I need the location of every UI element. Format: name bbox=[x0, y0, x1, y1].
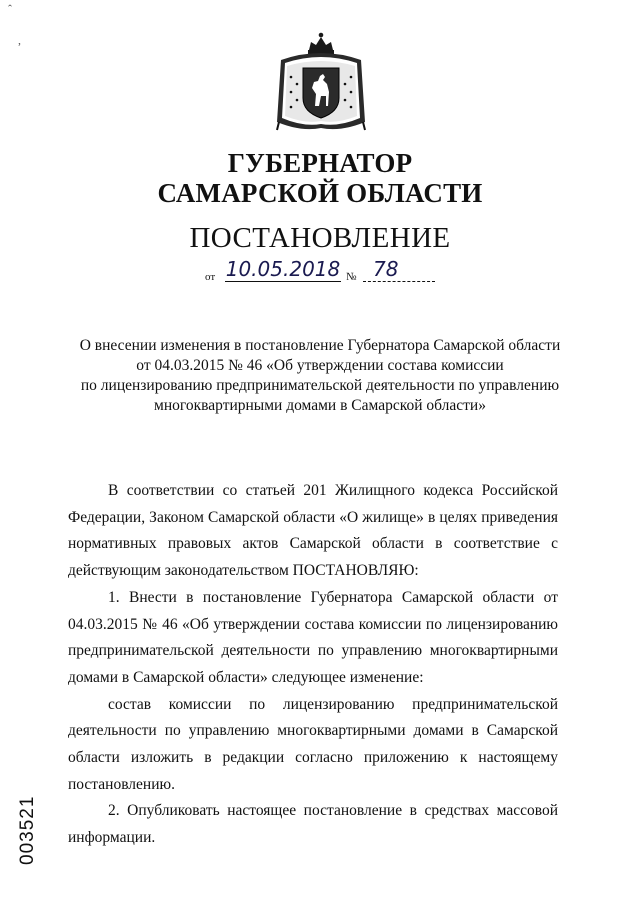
body-paragraph: 2. Опубликовать настоящее постановление в средствах массовой информации. bbox=[68, 802, 558, 847]
subject-line: О внесении изменения в постановление Губернатора Самарской области bbox=[79, 337, 561, 354]
authority-title: ГУБЕРНАТОР bbox=[227, 148, 413, 178]
subject-line: по лицензированию предпринимательской деятельности по управлению bbox=[80, 377, 560, 394]
registration-stamp-number: 003521 bbox=[17, 795, 38, 865]
body-paragraph: состав комиссии по лицензированию предпринимательской деятельности по управлению многоквартирными домами в Самарской области изложить в редакции согласно приложению к настоящему постановлению. bbox=[68, 695, 558, 793]
body-paragraph: В соответствии со статьей 201 Жилищного кодекса Российской Федерации, Законом Самарской области «О жилище» в целях приведения нормативных правовых актов Самарской области в соответствие с действующим законодательством ПОСТАНОВЛЯЮ: bbox=[68, 482, 558, 580]
date-prefix: от bbox=[205, 271, 216, 283]
body-paragraph: 1. Внести в постановление Губернатора Самарской области от 04.03.2015 № 46 «Об утверждении состава комиссии по лицензированию предпринимательской деятельности по управлению многоквартирными домами в Самарской области» следующее изменение: bbox=[68, 588, 558, 686]
document-subject bbox=[60, 336, 580, 416]
authority-region: САМАРСКОЙ ОБЛАСТИ bbox=[157, 178, 483, 208]
subject-line: от 04.03.2015 № 46 «Об утверждении состава комиссии bbox=[136, 357, 504, 374]
number-prefix: № bbox=[346, 271, 357, 283]
date-number-line bbox=[205, 255, 455, 287]
document-body bbox=[68, 478, 558, 852]
samara-coat-of-arms-icon bbox=[271, 32, 371, 134]
subject-line: многоквартирными домами в Самарской области» bbox=[154, 397, 486, 414]
corner-mark: , bbox=[18, 33, 21, 47]
document-date: 10.05.2018 bbox=[225, 257, 341, 281]
document-number: 78 bbox=[363, 257, 435, 282]
document-type: ПОСТАНОВЛЕНИЕ bbox=[189, 222, 451, 254]
